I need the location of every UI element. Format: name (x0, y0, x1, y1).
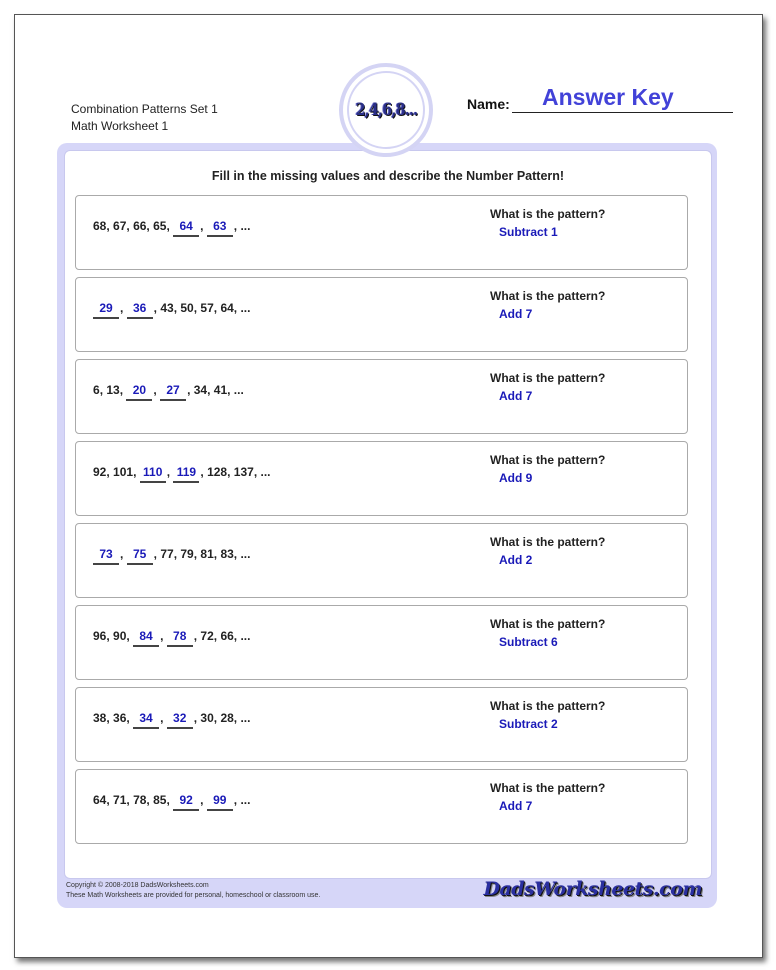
sequence-value: 79 (180, 547, 194, 561)
separator: , (200, 219, 207, 233)
separator: , (106, 629, 114, 643)
sequence-value: ... (233, 383, 244, 397)
sequence-value: 65 (153, 219, 167, 233)
problem-4 (75, 441, 688, 516)
answer-blank[interactable]: 73 (93, 547, 119, 565)
pattern-question: What is the pattern? (490, 207, 606, 221)
sequence-value: 81 (200, 547, 214, 561)
separator: , (106, 465, 114, 479)
problem-3 (75, 359, 688, 434)
separator: , (213, 301, 221, 315)
number-sequence (93, 301, 250, 319)
separator: , (233, 793, 241, 807)
separator: , (133, 465, 140, 479)
separator: , (166, 219, 174, 233)
answer-blank[interactable]: 36 (127, 301, 153, 319)
pattern-answer: Add 7 (499, 307, 533, 321)
usage-note: These Math Worksheets are provided for personal, homeschool or classroom use. (66, 892, 321, 899)
problem-5 (75, 523, 688, 598)
sequence-value: 96 (93, 629, 107, 643)
answer-blank[interactable]: 119 (173, 465, 199, 483)
separator: , (153, 547, 161, 561)
separator: , (233, 219, 241, 233)
sequence-value: ... (260, 465, 271, 479)
sequence-value: 64 (220, 301, 234, 315)
answer-blank[interactable]: 110 (140, 465, 166, 483)
pattern-answer: Add 7 (499, 799, 533, 813)
logo-inner-ring (347, 71, 425, 149)
sequence-value: ... (240, 793, 251, 807)
logo-badge (339, 63, 433, 157)
sequence-value: 77 (160, 547, 174, 561)
separator: , (200, 793, 207, 807)
separator: , (106, 793, 114, 807)
sequence-value: ... (240, 711, 251, 725)
number-sequence (93, 219, 250, 237)
separator: , (153, 383, 161, 397)
footer (57, 878, 717, 908)
pattern-question: What is the pattern? (490, 617, 606, 631)
sequence-value: 101 (113, 465, 134, 479)
sequence-value: 38 (93, 711, 107, 725)
separator: , (253, 465, 261, 479)
sequence-value: 68 (93, 219, 107, 233)
sequence-value: 128 (207, 465, 228, 479)
name-underline (512, 112, 733, 113)
separator: , (120, 301, 127, 315)
separator: , (207, 383, 214, 397)
separator: , (173, 547, 181, 561)
pattern-question: What is the pattern? (490, 371, 606, 385)
sequence-value: 43 (160, 301, 174, 315)
sequence-value: 137 (233, 465, 254, 479)
title-line-1: Combination Patterns Set 1 (71, 102, 218, 116)
sequence-value: ... (240, 219, 251, 233)
separator: , (120, 547, 127, 561)
answer-blank[interactable]: 84 (133, 629, 159, 647)
sequence-value: 72 (200, 629, 214, 643)
sequence-value: 78 (133, 793, 147, 807)
copyright: Copyright © 2008-2018 DadsWorksheets.com (66, 882, 209, 889)
sequence-value: 36 (113, 711, 127, 725)
answer-blank[interactable]: 27 (160, 383, 186, 401)
sequence-value: 64 (93, 793, 107, 807)
separator: , (106, 219, 114, 233)
answer-blank[interactable]: 75 (127, 547, 153, 565)
number-sequence (93, 465, 271, 483)
sequence-value: ... (240, 301, 251, 315)
separator: , (166, 793, 174, 807)
separator: , (213, 711, 221, 725)
pattern-answer: Add 9 (499, 471, 533, 485)
separator: , (173, 301, 181, 315)
pattern-answer: Subtract 1 (499, 225, 558, 239)
pattern-question: What is the pattern? (490, 535, 606, 549)
number-sequence (93, 629, 250, 647)
sequence-value: 34 (193, 383, 208, 397)
separator: , (160, 629, 167, 643)
number-sequence (93, 793, 250, 811)
separator: , (119, 383, 127, 397)
separator: , (200, 465, 208, 479)
separator: , (193, 547, 201, 561)
sequence-value: 57 (200, 301, 214, 315)
brand-logo: DadsWorksheets.com (483, 878, 702, 900)
sequence-value: 6 (93, 383, 100, 397)
separator: , (233, 301, 241, 315)
answer-blank[interactable]: 78 (167, 629, 193, 647)
separator: , (193, 629, 201, 643)
worksheet-title (71, 101, 218, 135)
answer-blank[interactable]: 92 (173, 793, 199, 811)
pattern-answer: Add 2 (499, 553, 533, 567)
problem-2 (75, 277, 688, 352)
separator: , (213, 547, 221, 561)
worksheet-frame (57, 143, 717, 908)
separator: , (193, 711, 201, 725)
separator: , (99, 383, 107, 397)
sequence-value: 85 (153, 793, 167, 807)
answer-blank[interactable]: 20 (126, 383, 152, 401)
sequence-value: 92 (93, 465, 107, 479)
sequence-value: ... (240, 547, 251, 561)
separator: , (233, 711, 241, 725)
sequence-value: 71 (113, 793, 127, 807)
separator: , (166, 465, 174, 479)
problem-1 (75, 195, 688, 270)
worksheet-content (64, 150, 712, 879)
sequence-value: 83 (220, 547, 234, 561)
name-value-answer-key: Answer Key (542, 84, 674, 110)
logo-number-pattern-icon: 2,4,6,8... (355, 100, 417, 120)
separator: , (153, 301, 161, 315)
separator: , (233, 629, 241, 643)
separator: , (187, 383, 194, 397)
title-line-2: Math Worksheet 1 (71, 119, 169, 133)
answer-blank[interactable]: 64 (173, 219, 199, 237)
separator: , (146, 793, 154, 807)
separator: , (126, 629, 134, 643)
footer-text (66, 881, 320, 901)
sequence-value: ... (240, 629, 251, 643)
separator: , (106, 711, 114, 725)
sequence-value: 30 (200, 711, 214, 725)
separator: , (160, 711, 167, 725)
separator: , (213, 629, 221, 643)
sequence-value: 41 (213, 383, 228, 397)
separator: , (126, 219, 134, 233)
pattern-question: What is the pattern? (490, 781, 606, 795)
problem-7 (75, 687, 688, 762)
number-sequence (93, 383, 244, 401)
pattern-answer: Add 7 (499, 389, 533, 403)
instructions: Fill in the missing values and describe the Number Pattern! (211, 169, 565, 183)
number-sequence (93, 711, 250, 729)
separator: , (233, 547, 241, 561)
answer-blank[interactable]: 99 (207, 793, 233, 811)
answer-blank[interactable]: 34 (133, 711, 159, 729)
sequence-value: 28 (220, 711, 234, 725)
sequence-value: 67 (113, 219, 127, 233)
problem-8 (75, 769, 688, 844)
answer-blank[interactable]: 63 (207, 219, 233, 237)
sequence-value: 13 (106, 383, 120, 397)
separator: , (126, 711, 134, 725)
separator: , (227, 465, 234, 479)
sequence-value: 50 (180, 301, 194, 315)
problem-6 (75, 605, 688, 680)
pattern-answer: Subtract 6 (499, 635, 558, 649)
sequence-value: 66 (220, 629, 234, 643)
separator: , (146, 219, 154, 233)
answer-blank[interactable]: 32 (167, 711, 193, 729)
separator: , (227, 383, 234, 397)
number-sequence (93, 547, 250, 565)
sequence-value: 66 (133, 219, 147, 233)
name-label: Name: (467, 96, 510, 112)
pattern-answer: Subtract 2 (499, 717, 558, 731)
pattern-question: What is the pattern? (490, 699, 606, 713)
answer-blank[interactable]: 29 (93, 301, 119, 319)
separator: , (193, 301, 201, 315)
sequence-value: 90 (113, 629, 127, 643)
separator: , (126, 793, 134, 807)
pattern-question: What is the pattern? (490, 289, 606, 303)
pattern-question: What is the pattern? (490, 453, 606, 467)
